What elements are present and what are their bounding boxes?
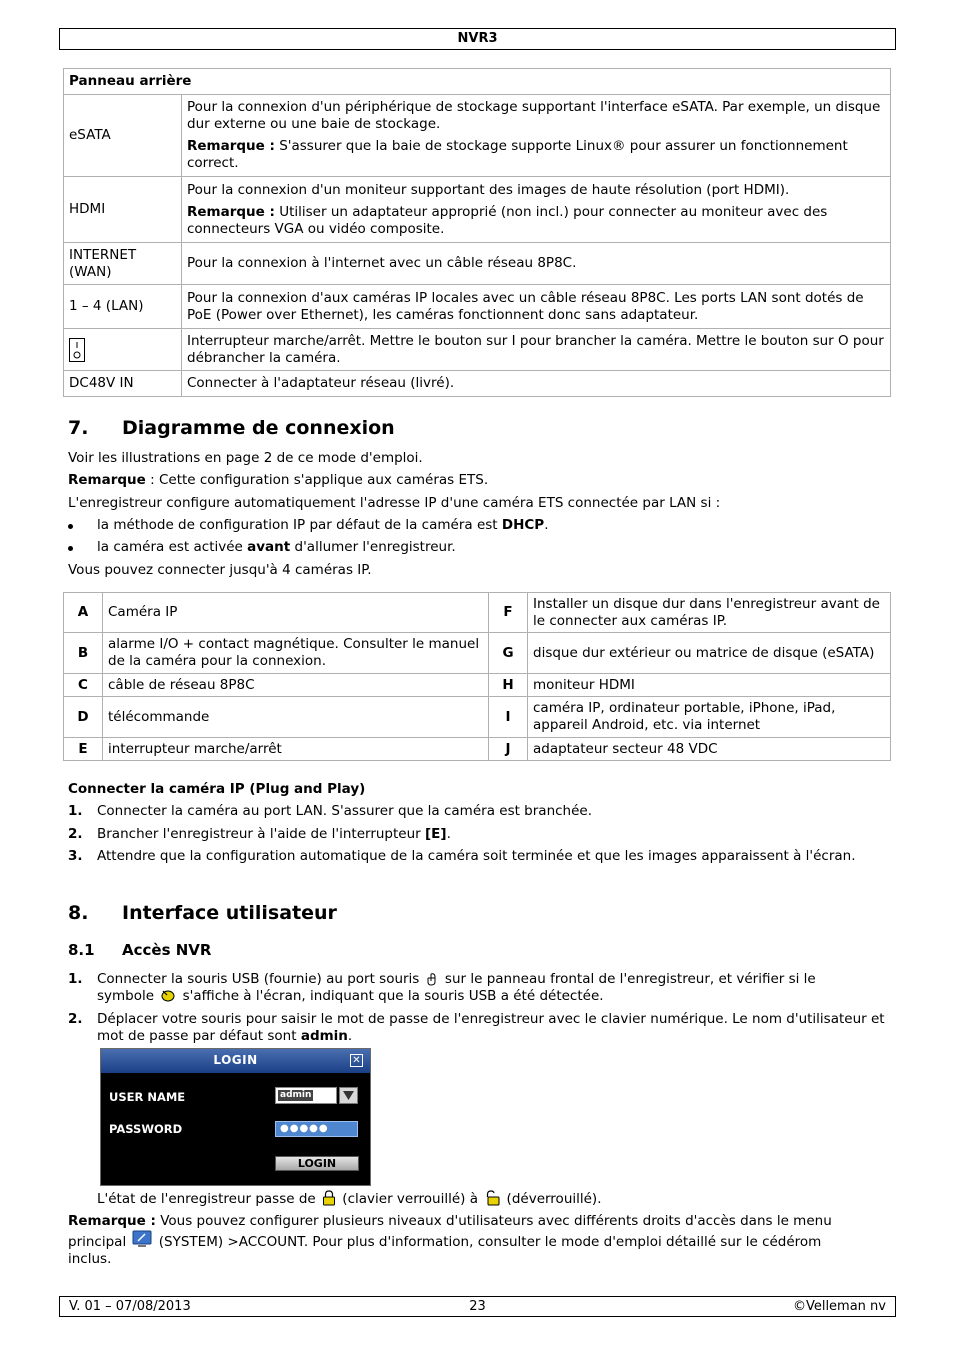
step-text-end: .	[347, 1028, 353, 1044]
step-text: Attendre que la configuration automatique de la caméra soit terminée et que les images apparaissent à l'écran.	[97, 848, 856, 864]
lock-icon	[322, 1190, 336, 1206]
step-text-start: Brancher l'enregistreur à l'aide de l'interrupteur	[97, 826, 425, 842]
rear-panel-table	[63, 68, 891, 397]
remark-label: Remarque :	[68, 1213, 156, 1229]
bullet-text: la méthode de configuration IP par défaut de la caméra est	[97, 517, 502, 533]
row-desc: Interrupteur marche/arrêt. Mettre le bouton sur I pour brancher la caméra. Mettre le bouton sur O pour débrancher la caméra.	[182, 329, 891, 371]
desc-text: Pour la connexion d'un périphérique de stockage supportant l'interface eSATA. Par exemple, un disque dur externe ou une baie de stockage.	[187, 99, 881, 132]
section-title: Diagramme de connexion	[122, 417, 395, 439]
step-text-a: Connecter la souris USB (fournie) au port souris	[97, 971, 424, 987]
list-item	[68, 826, 888, 843]
step-number: 1.	[68, 971, 83, 987]
list-item	[68, 971, 888, 1005]
table-row	[64, 243, 891, 285]
legend-table	[63, 592, 891, 761]
note-text: Utiliser un adaptateur approprié (non incl.) pour connecter au moniteur avec des connecteurs VGA ou vidéo composite.	[187, 203, 828, 237]
legend-value: disque dur extérieur ou matrice de disque (eSATA)	[528, 633, 891, 674]
section-8-heading	[68, 901, 337, 925]
unlock-icon	[484, 1190, 500, 1206]
bullet-item	[68, 539, 888, 556]
step-bold: [E]	[425, 826, 447, 842]
step-text-c: symbole	[97, 988, 159, 1004]
legend-value: câble de réseau 8P8C	[103, 674, 489, 697]
legend-key: H	[489, 674, 528, 697]
legend-key: E	[64, 738, 103, 761]
table-row	[64, 285, 891, 329]
subsection-title: Connecter la caméra IP (Plug and Play)	[68, 781, 366, 797]
step-number: 2.	[68, 826, 83, 842]
footer-version: V. 01 – 07/08/2013	[69, 1299, 191, 1314]
step-text	[97, 1011, 888, 1045]
row-desc	[182, 177, 891, 243]
bullet-item	[68, 517, 888, 534]
table-row	[64, 674, 891, 697]
step-text-b: sur le panneau frontal de l'enregistreur, et vérifier si le	[440, 971, 816, 987]
table-row	[64, 593, 891, 633]
step-text-start: Déplacer votre souris pour saisir le mot de passe de l'enregistreur avec le clavier numérique. Le nom d'utilisateur et mot de passe par défaut sont	[97, 1011, 885, 1044]
footer-copyright: ©Velleman nv	[792, 1299, 886, 1314]
login-dialog	[100, 1048, 371, 1186]
table-row	[64, 697, 891, 738]
remark-text-a: Vous pouvez configurer plusieurs niveaux d'utilisateurs avec différents droits d'accès dans le menu	[155, 1213, 832, 1229]
step-bold: admin	[300, 1028, 348, 1044]
table-row	[64, 329, 891, 371]
close-icon[interactable]: ✕	[350, 1054, 363, 1067]
subsection-number: 8.1	[68, 941, 95, 959]
password-field[interactable]: ●●●●●	[275, 1121, 358, 1137]
system-menu-icon	[132, 1230, 152, 1248]
table-heading	[64, 69, 891, 95]
desc-text: Pour la connexion d'un moniteur supportant des images de haute résolution (port HDMI).	[187, 181, 790, 198]
login-title: LOGIN	[213, 1053, 258, 1067]
footer-page-number: 23	[469, 1299, 486, 1314]
bullet-bold: DHCP	[501, 517, 545, 533]
step-text-d: s'affiche à l'écran, indiquant que la souris USB a été détectée.	[178, 988, 604, 1004]
legend-key: F	[489, 593, 528, 633]
legend-value: télécommande	[103, 697, 489, 738]
user-name-field[interactable]	[275, 1087, 337, 1104]
row-label	[64, 329, 182, 371]
password-label: PASSWORD	[109, 1122, 183, 1136]
bullet-text: la caméra est activée	[97, 539, 248, 555]
step-number: 2.	[68, 1011, 83, 1027]
paragraph: Voir les illustrations en page 2 de ce mode d'emploi.	[68, 450, 423, 466]
power-switch-icon	[69, 338, 85, 362]
table-row	[64, 69, 891, 95]
legend-key: B	[64, 633, 103, 674]
desc-note	[187, 204, 885, 238]
table-row	[64, 371, 891, 397]
remark-text: : Cette configuration s'applique aux caméras ETS.	[145, 472, 489, 488]
lock-state-line	[97, 1190, 602, 1208]
legend-value: alarme I/O + contact magnétique. Consulter le manuel de la caméra pour la connexion.	[103, 633, 489, 674]
remark-paragraph	[68, 1213, 893, 1268]
section-7-heading	[68, 416, 395, 440]
row-label: DC48V IN	[64, 371, 182, 397]
bullet-icon	[68, 524, 73, 529]
bullet-bold: avant	[247, 539, 291, 555]
user-name-label: USER NAME	[109, 1090, 186, 1104]
table-row	[64, 633, 891, 674]
page-footer	[59, 1296, 896, 1317]
note-label: Remarque :	[187, 138, 275, 154]
row-label: HDMI	[64, 177, 182, 243]
note-text: S'assurer que la baie de stockage supporte Linux® pour assurer un fonctionnement correct.	[187, 138, 848, 171]
list-item	[68, 803, 888, 820]
remark-label: Remarque	[68, 472, 146, 488]
remark	[68, 472, 488, 489]
section-title: Interface utilisateur	[122, 902, 337, 924]
legend-key: D	[64, 697, 103, 738]
paragraph: Vous pouvez connecter jusqu'à 4 caméras IP.	[68, 562, 372, 578]
remark-text-c: (SYSTEM) >ACCOUNT. Pour plus d'information, consulter le mode d'emploi détaillé sur le cédérom	[154, 1234, 822, 1250]
bullet-text-end: .	[544, 517, 549, 533]
login-button[interactable]: LOGIN	[275, 1156, 359, 1171]
state-text-a: L'état de l'enregistreur passe de	[97, 1191, 321, 1207]
row-label: INTERNET (WAN)	[64, 243, 182, 285]
remark-text-b: principal	[68, 1234, 131, 1250]
legend-value: moniteur HDMI	[528, 674, 891, 697]
row-desc	[182, 95, 891, 177]
step-text	[97, 826, 888, 843]
row-desc: Connecter à l'adaptateur réseau (livré).	[182, 371, 891, 397]
subsection-title: Accès NVR	[122, 941, 212, 959]
legend-key: G	[489, 633, 528, 674]
row-label: 1 – 4 (LAN)	[64, 285, 182, 329]
step-number: 3.	[68, 848, 83, 864]
desc-note	[187, 138, 885, 172]
table-row	[64, 177, 891, 243]
legend-key: J	[489, 738, 528, 761]
legend-key: A	[64, 593, 103, 633]
note-label: Remarque :	[187, 203, 275, 220]
paragraph: L'enregistreur configure automatiquement l'adresse IP d'une caméra ETS connectée par LAN si :	[68, 495, 721, 511]
step-text: Connecter la caméra au port LAN. S'assurer que la caméra est branchée.	[97, 803, 593, 819]
state-text-c: (déverrouillé).	[502, 1191, 602, 1207]
header-title: NVR3	[457, 31, 498, 46]
remark-text-d: inclus.	[68, 1251, 112, 1267]
heading-text: Panneau arrière	[69, 73, 192, 89]
list-item	[68, 848, 888, 865]
table-row	[64, 95, 891, 177]
list-item	[68, 1011, 888, 1045]
row-label: eSATA	[64, 95, 182, 177]
legend-value: Caméra IP	[103, 593, 489, 633]
section-number: 7.	[68, 417, 89, 439]
subsection-heading	[68, 781, 365, 798]
legend-value: interrupteur marche/arrêt	[103, 738, 489, 761]
mouse-port-icon	[426, 972, 439, 986]
user-name-value: admin	[280, 1090, 312, 1100]
state-text-b: (clavier verrouillé) à	[338, 1191, 483, 1207]
step-number: 1.	[68, 803, 83, 819]
section-number: 8.	[68, 902, 89, 924]
table-row	[64, 738, 891, 761]
subsection-8-1-heading	[68, 940, 211, 960]
page-header	[59, 28, 896, 50]
legend-key: C	[64, 674, 103, 697]
legend-value: adaptateur secteur 48 VDC	[528, 738, 891, 761]
legend-key: I	[489, 697, 528, 738]
legend-value: caméra IP, ordinateur portable, iPhone, iPad, appareil Android, etc. via internet	[528, 697, 891, 738]
bullet-icon	[68, 546, 73, 551]
user-dropdown-button[interactable]	[339, 1087, 358, 1104]
step-text	[97, 971, 888, 1005]
bullet-text-end: d'allumer l'enregistreur.	[290, 539, 456, 555]
chevron-down-icon	[340, 1088, 357, 1103]
row-desc: Pour la connexion d'aux caméras IP locales avec un câble réseau 8P8C. Les ports LAN sont dotés de PoE (Power over Ethernet), les caméras fonctionnent donc sans adaptateur.	[182, 285, 891, 329]
mouse-detected-icon	[160, 988, 176, 1003]
row-desc: Pour la connexion à l'internet avec un câble réseau 8P8C.	[182, 243, 891, 285]
step-text-end: .	[446, 826, 451, 842]
legend-value: Installer un disque dur dans l'enregistreur avant de le connecter aux caméras IP.	[528, 593, 891, 633]
